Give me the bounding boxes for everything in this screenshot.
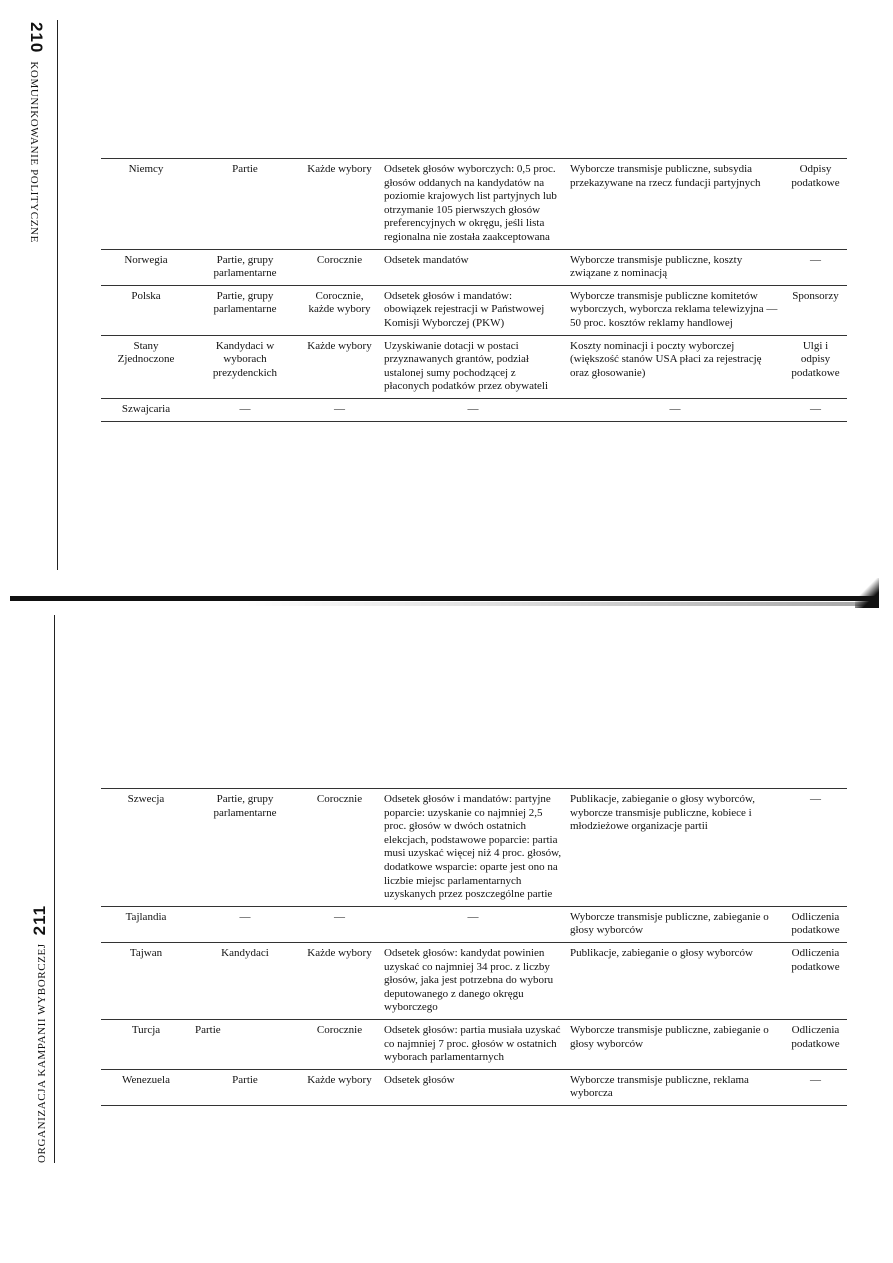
cell-other: —	[784, 1069, 847, 1105]
page-fold-shadow	[235, 602, 875, 606]
cell-recipients: —	[191, 906, 299, 942]
page-number-left: 210	[27, 22, 46, 54]
table-row	[101, 1019, 847, 1069]
cell-criteria: Odsetek głosów i mandatów: partyjne poparcie: uzyskanie co najmniej 2,5 proc. głosów w dwóch ostatnich elekcjach, podstawowe poparcie: partia musi uzyskać więcej niż 4 proc. głosów, dodatkowe wsparcie: oparte jest ono na liczbie miejsc parlamentarnych uzyskanych przez poszczególne partie	[380, 789, 566, 907]
cell-criteria: —	[380, 398, 566, 421]
cell-criteria: Uzyskiwanie dotacji w postaci przyznawanych grantów, podział ustalonej sumy pochodzącej z płaconych podatków przez obywateli	[380, 335, 566, 398]
cell-uses: Wyborcze transmisje publiczne, subsydia przekazywane na rzecz fundacji partyjnych	[566, 159, 784, 250]
cell-country: Szwajcaria	[101, 398, 191, 421]
running-title-right: ORGANIZACJA KAMPANII WYBORCZEJ	[36, 943, 48, 1163]
page-number-right: 211	[30, 904, 49, 936]
cell-other: —	[784, 789, 847, 907]
margin-rule-top	[57, 20, 58, 570]
cell-uses: Publikacje, zabieganie o głosy wyborców, wyborcze transmisje publiczne, kobiece i młodzieżowe organizacje partii	[566, 789, 784, 907]
cell-country: Tajlandia	[101, 906, 191, 942]
cell-frequency: Każde wybory	[299, 335, 380, 398]
table-row	[101, 335, 847, 398]
cell-recipients: Partie	[191, 1019, 299, 1069]
table-row	[101, 1069, 847, 1105]
cell-uses: Koszty nominacji i poczty wyborczej (większość stanów USA płaci za rejestrację oraz głosowanie)	[566, 335, 784, 398]
cell-frequency: —	[299, 906, 380, 942]
cell-frequency: Każde wybory	[299, 942, 380, 1019]
cell-criteria: Odsetek głosów: kandydat powinien uzyskać co najmniej 34 proc. z liczby głosów, jaka jest potrzebna do wyboru deputowanego z danego okręgu wyborczego	[380, 942, 566, 1019]
table-row	[101, 906, 847, 942]
cell-country: Turcja	[101, 1019, 191, 1069]
cell-recipients: Partie, grupy parlamentarne	[191, 285, 299, 335]
cell-recipients: Partie, grupy parlamentarne	[191, 789, 299, 907]
cell-uses: —	[566, 398, 784, 421]
cell-country: Norwegia	[101, 249, 191, 285]
funding-table-top	[101, 158, 847, 422]
cell-other: —	[784, 398, 847, 421]
cell-other: —	[784, 249, 847, 285]
cell-recipients: —	[191, 398, 299, 421]
running-title-left: KOMUNIKOWANIE POLITYCZNE	[28, 61, 40, 243]
cell-other: Sponsorzy	[784, 285, 847, 335]
cell-frequency: Każde wybory	[299, 1069, 380, 1105]
cell-frequency: Corocznie, każde wybory	[299, 285, 380, 335]
table-row	[101, 789, 847, 907]
table-row	[101, 942, 847, 1019]
cell-recipients: Kandydaci w wyborach prezydenckich	[191, 335, 299, 398]
cell-frequency: Corocznie	[299, 789, 380, 907]
cell-criteria: Odsetek głosów: partia musiała uzyskać co najmniej 7 proc. głosów w ostatnich wyborach parlamentarnych	[380, 1019, 566, 1069]
cell-other: Odliczenia podatkowe	[784, 942, 847, 1019]
page-fold-line	[10, 596, 876, 601]
cell-uses: Wyborcze transmisje publiczne, reklama wyborcza	[566, 1069, 784, 1105]
cell-country: Polska	[101, 285, 191, 335]
cell-recipients: Partie	[191, 159, 299, 250]
cell-criteria: Odsetek głosów	[380, 1069, 566, 1105]
cell-recipients: Kandydaci	[191, 942, 299, 1019]
cell-uses: Publikacje, zabieganie o głosy wyborców	[566, 942, 784, 1019]
cell-country: Niemcy	[101, 159, 191, 250]
cell-criteria: —	[380, 906, 566, 942]
cell-other: Odpisy podatkowe	[784, 159, 847, 250]
cell-criteria: Odsetek głosów i mandatów: obowiązek rejestracji w Państwowej Komisji Wyborczej (PKW)	[380, 285, 566, 335]
cell-recipients: Partie, grupy parlamentarne	[191, 249, 299, 285]
cell-uses: Wyborcze transmisje publiczne, koszty związane z nominacją	[566, 249, 784, 285]
cell-country: Szwecja	[101, 789, 191, 907]
cell-other: Odliczenia podatkowe	[784, 906, 847, 942]
cell-uses: Wyborcze transmisje publiczne komitetów wyborczych, wyborcza reklama telewizyjna — 50 proc. kosztów reklamy handlowej	[566, 285, 784, 335]
margin-rule-bottom	[54, 615, 55, 1163]
cell-other: Odliczenia podatkowe	[784, 1019, 847, 1069]
cell-country: Wenezuela	[101, 1069, 191, 1105]
cell-uses: Wyborcze transmisje publiczne, zabieganie o głosy wyborców	[566, 1019, 784, 1069]
cell-criteria: Odsetek głosów wyborczych: 0,5 proc. głosów oddanych na kandydatów na poziomie krajowych list partyjnych lub otrzymanie 105 pierwszych głosów preferencyjnych w okręgu, jeśli lista regionalna nie została zaakceptowana	[380, 159, 566, 250]
funding-table-bottom	[101, 788, 847, 1106]
cell-recipients: Partie	[191, 1069, 299, 1105]
page-fold-edge	[855, 578, 879, 608]
running-head-left	[26, 22, 46, 243]
table-row	[101, 159, 847, 250]
running-head-right	[30, 905, 50, 1163]
cell-frequency: Corocznie	[299, 1019, 380, 1069]
cell-other: Ulgi i odpisy podatkowe	[784, 335, 847, 398]
cell-uses: Wyborcze transmisje publiczne, zabieganie o głosy wyborców	[566, 906, 784, 942]
table-row	[101, 249, 847, 285]
cell-frequency: —	[299, 398, 380, 421]
cell-country: Tajwan	[101, 942, 191, 1019]
cell-frequency: Corocznie	[299, 249, 380, 285]
table-row	[101, 398, 847, 421]
cell-frequency: Każde wybory	[299, 159, 380, 250]
cell-country: Stany Zjednoczone	[101, 335, 191, 398]
table-row	[101, 285, 847, 335]
cell-criteria: Odsetek mandatów	[380, 249, 566, 285]
